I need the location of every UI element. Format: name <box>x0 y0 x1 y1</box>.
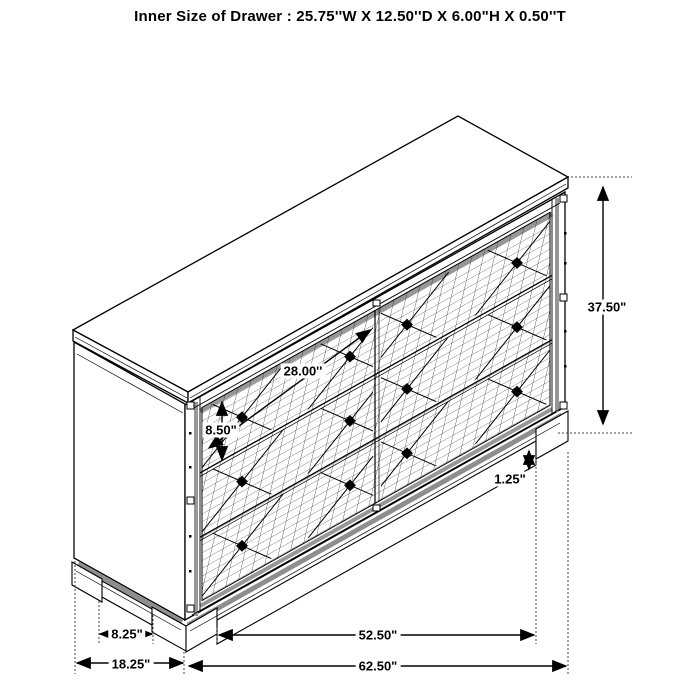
dimension-label-base-reveal: 1.25" <box>491 472 528 487</box>
dimension-label-drawer-front-width: 28.00'' <box>281 364 326 379</box>
dimension-label-overall-depth: 18.25" <box>109 657 154 672</box>
dimension-label-overall-width: 62.50" <box>356 659 401 674</box>
dimension-label-overall-height: 37.50" <box>585 300 630 315</box>
dimension-label-inner-base-width: 52.50" <box>356 628 401 643</box>
page-title: Inner Size of Drawer : 25.75''W X 12.50''D X 6.00"H X 0.50''T <box>134 8 566 25</box>
dimension-label-drawer-front-height: 8.50" <box>202 423 239 438</box>
dimension-label-leg-spacing: 8.25" <box>108 627 145 642</box>
